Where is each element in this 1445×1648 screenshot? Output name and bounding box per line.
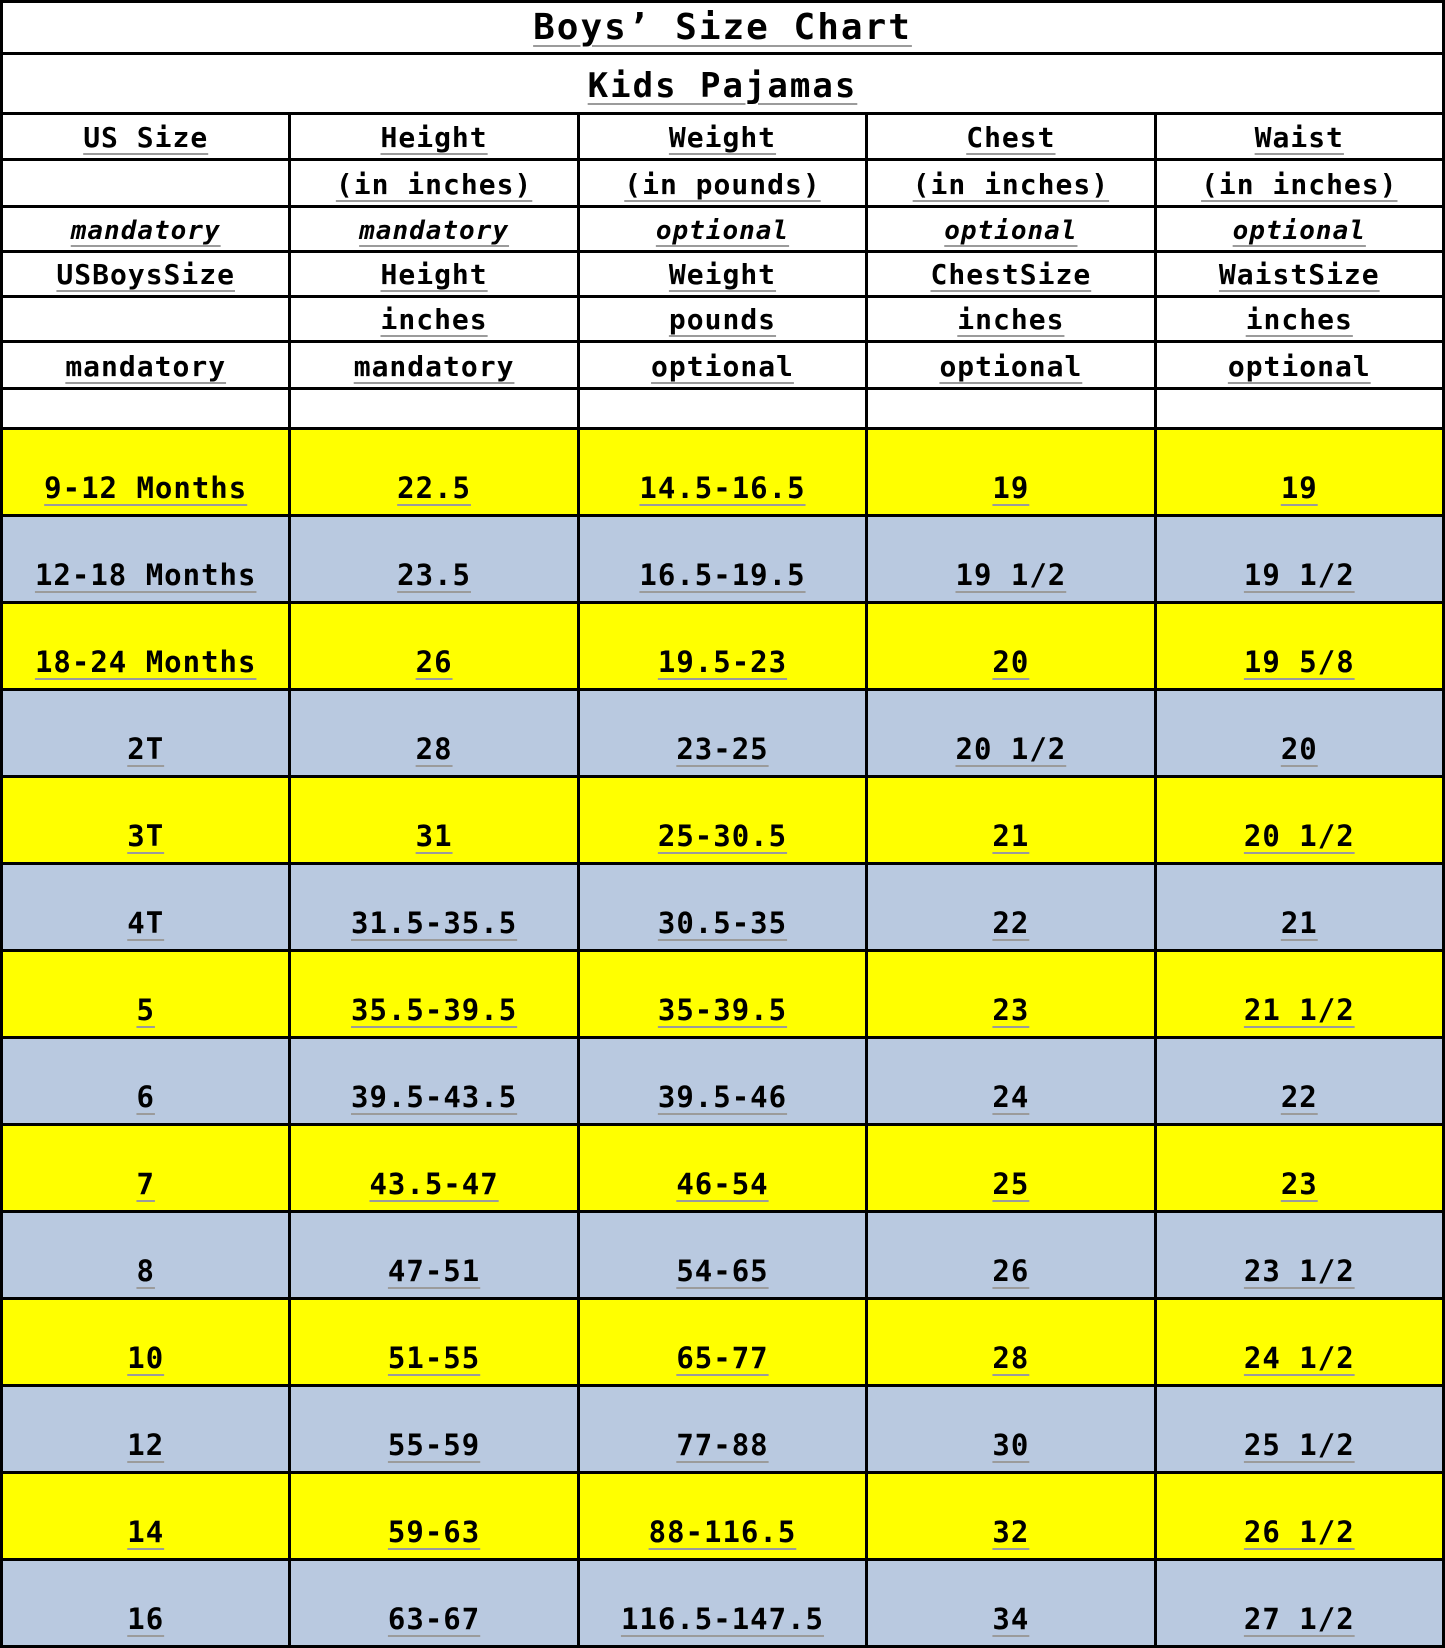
data-cell bbox=[2, 777, 290, 864]
data-cell bbox=[578, 1038, 866, 1125]
header-cell bbox=[578, 297, 866, 342]
data-cell bbox=[578, 951, 866, 1038]
header-cell-text: Height bbox=[380, 258, 488, 291]
data-cell bbox=[578, 690, 866, 777]
header-cell-text: ChestSize bbox=[930, 258, 1092, 291]
data-cell bbox=[1155, 429, 1443, 516]
header-row-2 bbox=[2, 207, 1444, 252]
data-cell-text: 22.5 bbox=[397, 471, 471, 505]
data-cell bbox=[290, 429, 578, 516]
data-cell-text: 35.5-39.5 bbox=[351, 993, 518, 1027]
header-row-6 bbox=[2, 389, 1444, 429]
data-cell bbox=[1155, 1038, 1443, 1125]
data-cell-text: 43.5-47 bbox=[369, 1167, 499, 1201]
data-cell-text: 19 bbox=[1280, 471, 1318, 505]
data-cell bbox=[867, 1038, 1155, 1125]
header-cell-text: optional bbox=[1232, 216, 1366, 246]
data-cell bbox=[1155, 1473, 1443, 1560]
data-cell-text: 23 1/2 bbox=[1243, 1254, 1355, 1288]
data-cell-text: 20 1/2 bbox=[955, 732, 1067, 766]
header-cell-text: mandatory bbox=[65, 350, 227, 383]
data-cell bbox=[578, 864, 866, 951]
data-cell bbox=[1155, 777, 1443, 864]
header-row-5 bbox=[2, 342, 1444, 389]
data-row bbox=[2, 1212, 1444, 1299]
header-cell bbox=[1155, 252, 1443, 297]
data-cell-text: 19 1/2 bbox=[955, 558, 1067, 592]
header-cell-text: WaistSize bbox=[1218, 258, 1380, 291]
header-cell bbox=[867, 389, 1155, 429]
data-cell bbox=[578, 1125, 866, 1212]
header-cell-text: optional bbox=[651, 350, 794, 383]
data-cell bbox=[2, 429, 290, 516]
data-cell bbox=[1155, 951, 1443, 1038]
data-row bbox=[2, 516, 1444, 603]
data-cell-text: 19 5/8 bbox=[1243, 645, 1355, 679]
header-cell bbox=[578, 252, 866, 297]
data-cell bbox=[867, 1212, 1155, 1299]
data-cell-text: 19.5-23 bbox=[657, 645, 788, 679]
header-cell-text: (in inches) bbox=[335, 168, 533, 201]
data-cell-text: 116.5-147.5 bbox=[620, 1602, 824, 1636]
data-cell-text: 27 1/2 bbox=[1243, 1602, 1355, 1636]
data-cell-text: 12-18 Months bbox=[34, 558, 257, 592]
data-cell bbox=[1155, 1560, 1443, 1647]
data-cell-text: 7 bbox=[136, 1167, 155, 1201]
data-cell-text: 34 bbox=[992, 1602, 1030, 1636]
data-cell bbox=[867, 603, 1155, 690]
data-cell bbox=[578, 777, 866, 864]
data-cell-text: 21 1/2 bbox=[1243, 993, 1355, 1027]
header-cell bbox=[1155, 207, 1443, 252]
data-cell-text: 18-24 Months bbox=[34, 645, 257, 679]
chart-title-text: Boys’ Size Chart bbox=[533, 7, 912, 48]
data-cell-text: 12 bbox=[127, 1428, 165, 1462]
data-cell bbox=[867, 429, 1155, 516]
data-cell-text: 14 bbox=[127, 1515, 165, 1549]
data-cell-text: 31 bbox=[415, 819, 453, 853]
data-cell bbox=[1155, 603, 1443, 690]
data-cell bbox=[290, 1473, 578, 1560]
data-row bbox=[2, 1473, 1444, 1560]
data-row bbox=[2, 1299, 1444, 1386]
data-cell-text: 28 bbox=[415, 732, 453, 766]
data-cell bbox=[290, 1386, 578, 1473]
data-cell bbox=[290, 1299, 578, 1386]
data-cell-text: 20 bbox=[1280, 732, 1318, 766]
data-cell-text: 39.5-46 bbox=[657, 1080, 788, 1114]
data-cell bbox=[578, 429, 866, 516]
data-cell-text: 3T bbox=[127, 819, 165, 853]
data-cell bbox=[1155, 1299, 1443, 1386]
data-cell-text: 26 1/2 bbox=[1243, 1515, 1355, 1549]
header-cell bbox=[290, 342, 578, 389]
data-cell-text: 63-67 bbox=[387, 1602, 481, 1636]
chart-title bbox=[2, 2, 1444, 54]
data-cell-text: 21 bbox=[1280, 906, 1318, 940]
data-cell-text: 55-59 bbox=[387, 1428, 481, 1462]
data-cell bbox=[867, 951, 1155, 1038]
data-row bbox=[2, 777, 1444, 864]
data-row bbox=[2, 1386, 1444, 1473]
data-cell-text: 25-30.5 bbox=[657, 819, 788, 853]
data-cell bbox=[290, 1125, 578, 1212]
header-cell-text: optional bbox=[655, 216, 790, 246]
header-cell bbox=[1155, 389, 1443, 429]
data-cell bbox=[2, 864, 290, 951]
data-cell-text: 19 bbox=[992, 471, 1030, 505]
data-cell-text: 14.5-16.5 bbox=[639, 471, 806, 505]
header-cell bbox=[2, 160, 290, 207]
data-cell-text: 32 bbox=[992, 1515, 1030, 1549]
data-cell bbox=[2, 603, 290, 690]
header-cell bbox=[867, 342, 1155, 389]
data-cell bbox=[578, 1212, 866, 1299]
data-row bbox=[2, 864, 1444, 951]
data-cell bbox=[867, 1560, 1155, 1647]
header-cell bbox=[578, 160, 866, 207]
data-cell-text: 30.5-35 bbox=[657, 906, 788, 940]
data-cell bbox=[578, 1473, 866, 1560]
header-cell-text: Weight bbox=[668, 258, 777, 291]
data-cell-text: 2T bbox=[127, 732, 165, 766]
data-cell-text: 8 bbox=[136, 1254, 155, 1288]
data-cell-text: 4T bbox=[127, 906, 165, 940]
data-cell-text: 25 bbox=[992, 1167, 1030, 1201]
data-cell bbox=[290, 690, 578, 777]
header-cell bbox=[867, 160, 1155, 207]
data-cell bbox=[2, 951, 290, 1038]
data-cell-text: 39.5-43.5 bbox=[351, 1080, 518, 1114]
data-cell-text: 24 1/2 bbox=[1243, 1341, 1355, 1375]
data-cell-text: 16.5-19.5 bbox=[639, 558, 806, 592]
data-cell bbox=[2, 690, 290, 777]
header-row-0 bbox=[2, 114, 1444, 160]
data-cell bbox=[867, 777, 1155, 864]
header-cell-text: inches bbox=[380, 303, 488, 336]
header-cell bbox=[867, 252, 1155, 297]
data-cell bbox=[867, 516, 1155, 603]
header-cell-text: optional bbox=[944, 216, 1078, 246]
data-cell-text: 22 bbox=[1280, 1080, 1318, 1114]
data-cell bbox=[867, 1299, 1155, 1386]
header-cell-text: US Size bbox=[83, 121, 209, 154]
data-cell bbox=[290, 864, 578, 951]
data-cell bbox=[290, 777, 578, 864]
data-row bbox=[2, 951, 1444, 1038]
data-cell bbox=[867, 864, 1155, 951]
data-cell bbox=[578, 1560, 866, 1647]
data-cell bbox=[2, 1386, 290, 1473]
header-cell bbox=[2, 342, 290, 389]
data-cell bbox=[1155, 1386, 1443, 1473]
chart-subtitle bbox=[2, 54, 1444, 114]
data-cell bbox=[290, 1038, 578, 1125]
data-cell bbox=[290, 603, 578, 690]
data-cell-text: 51-55 bbox=[387, 1341, 481, 1375]
data-row bbox=[2, 1125, 1444, 1212]
data-cell bbox=[1155, 1125, 1443, 1212]
data-cell-text: 46-54 bbox=[676, 1167, 769, 1201]
data-row bbox=[2, 1560, 1444, 1647]
header-cell bbox=[290, 297, 578, 342]
header-row-4 bbox=[2, 297, 1444, 342]
header-cell-text: Chest bbox=[966, 121, 1056, 154]
header-cell-text: (in inches) bbox=[1201, 168, 1398, 201]
header-cell-text: (in inches) bbox=[912, 168, 1110, 201]
data-cell-text: 19 1/2 bbox=[1243, 558, 1355, 592]
data-cell bbox=[867, 1386, 1155, 1473]
header-cell bbox=[2, 389, 290, 429]
header-cell bbox=[1155, 342, 1443, 389]
header-cell-text: (in pounds) bbox=[624, 168, 821, 201]
data-cell bbox=[2, 1125, 290, 1212]
data-cell-text: 9-12 Months bbox=[44, 471, 248, 505]
data-cell bbox=[1155, 690, 1443, 777]
data-cell bbox=[867, 1473, 1155, 1560]
header-cell-text: Height bbox=[380, 121, 488, 154]
header-cell-text: pounds bbox=[668, 303, 777, 336]
data-cell-text: 35-39.5 bbox=[657, 993, 788, 1027]
header-cell bbox=[1155, 114, 1443, 160]
data-cell-text: 20 bbox=[992, 645, 1030, 679]
data-cell bbox=[1155, 1212, 1443, 1299]
data-cell bbox=[578, 1299, 866, 1386]
header-cell bbox=[2, 297, 290, 342]
header-cell bbox=[290, 207, 578, 252]
data-cell bbox=[578, 516, 866, 603]
data-cell bbox=[1155, 516, 1443, 603]
data-cell-text: 23.5 bbox=[397, 558, 471, 592]
data-row bbox=[2, 429, 1444, 516]
header-row-1 bbox=[2, 160, 1444, 207]
data-cell-text: 5 bbox=[136, 993, 155, 1027]
data-cell-text: 20 1/2 bbox=[1243, 819, 1355, 853]
data-cell bbox=[578, 603, 866, 690]
data-cell-text: 54-65 bbox=[676, 1254, 769, 1288]
header-cell bbox=[290, 389, 578, 429]
header-cell bbox=[867, 114, 1155, 160]
data-cell-text: 23 bbox=[1280, 1167, 1318, 1201]
data-cell-text: 6 bbox=[136, 1080, 155, 1114]
data-cell bbox=[2, 1038, 290, 1125]
header-cell bbox=[578, 114, 866, 160]
header-row-3 bbox=[2, 252, 1444, 297]
data-cell bbox=[2, 516, 290, 603]
header-cell bbox=[290, 114, 578, 160]
data-cell-text: 65-77 bbox=[676, 1341, 769, 1375]
header-cell-text: mandatory bbox=[359, 216, 510, 246]
data-cell-text: 23-25 bbox=[676, 732, 769, 766]
data-cell-text: 28 bbox=[992, 1341, 1030, 1375]
header-cell bbox=[2, 207, 290, 252]
data-cell-text: 88-116.5 bbox=[648, 1515, 797, 1549]
header-cell bbox=[578, 207, 866, 252]
header-cell bbox=[2, 114, 290, 160]
data-cell-text: 26 bbox=[415, 645, 453, 679]
header-cell-text: inches bbox=[957, 303, 1065, 336]
data-cell-text: 24 bbox=[992, 1080, 1030, 1114]
data-row bbox=[2, 1038, 1444, 1125]
data-cell bbox=[1155, 864, 1443, 951]
data-row bbox=[2, 690, 1444, 777]
data-cell bbox=[578, 1386, 866, 1473]
data-cell-text: 23 bbox=[992, 993, 1030, 1027]
data-cell bbox=[2, 1299, 290, 1386]
data-cell-text: 31.5-35.5 bbox=[351, 906, 518, 940]
header-cell bbox=[1155, 160, 1443, 207]
data-row bbox=[2, 603, 1444, 690]
header-cell-text: optional bbox=[1227, 350, 1371, 383]
title-row bbox=[2, 2, 1444, 54]
header-cell bbox=[867, 297, 1155, 342]
data-cell bbox=[2, 1473, 290, 1560]
header-cell bbox=[1155, 297, 1443, 342]
header-cell-text: inches bbox=[1245, 303, 1353, 336]
data-cell bbox=[867, 690, 1155, 777]
header-cell-text: mandatory bbox=[353, 350, 515, 383]
header-cell-text: Weight bbox=[668, 121, 777, 154]
data-cell-text: 30 bbox=[992, 1428, 1030, 1462]
header-cell-text: optional bbox=[939, 350, 1083, 383]
data-cell bbox=[2, 1212, 290, 1299]
header-cell bbox=[867, 207, 1155, 252]
data-cell-text: 16 bbox=[127, 1602, 165, 1636]
data-cell-text: 77-88 bbox=[676, 1428, 769, 1462]
data-cell bbox=[867, 1125, 1155, 1212]
data-cell bbox=[290, 1560, 578, 1647]
data-cell-text: 26 bbox=[992, 1254, 1030, 1288]
header-cell bbox=[290, 160, 578, 207]
header-cell bbox=[578, 389, 866, 429]
data-cell-text: 25 1/2 bbox=[1243, 1428, 1355, 1462]
header-cell-text: mandatory bbox=[70, 216, 221, 246]
chart-subtitle-text: Kids Pajamas bbox=[587, 66, 858, 106]
data-cell bbox=[290, 951, 578, 1038]
header-cell-text: USBoysSize bbox=[56, 258, 235, 291]
data-cell-text: 21 bbox=[992, 819, 1030, 853]
data-cell bbox=[2, 1560, 290, 1647]
data-cell bbox=[290, 1212, 578, 1299]
data-cell-text: 22 bbox=[992, 906, 1030, 940]
data-cell-text: 59-63 bbox=[387, 1515, 481, 1549]
data-cell bbox=[290, 516, 578, 603]
header-cell-text: Waist bbox=[1254, 121, 1344, 154]
header-cell bbox=[578, 342, 866, 389]
header-cell bbox=[290, 252, 578, 297]
header-cell bbox=[2, 252, 290, 297]
data-cell-text: 47-51 bbox=[387, 1254, 481, 1288]
subtitle-row bbox=[2, 54, 1444, 114]
data-cell-text: 10 bbox=[127, 1341, 165, 1375]
